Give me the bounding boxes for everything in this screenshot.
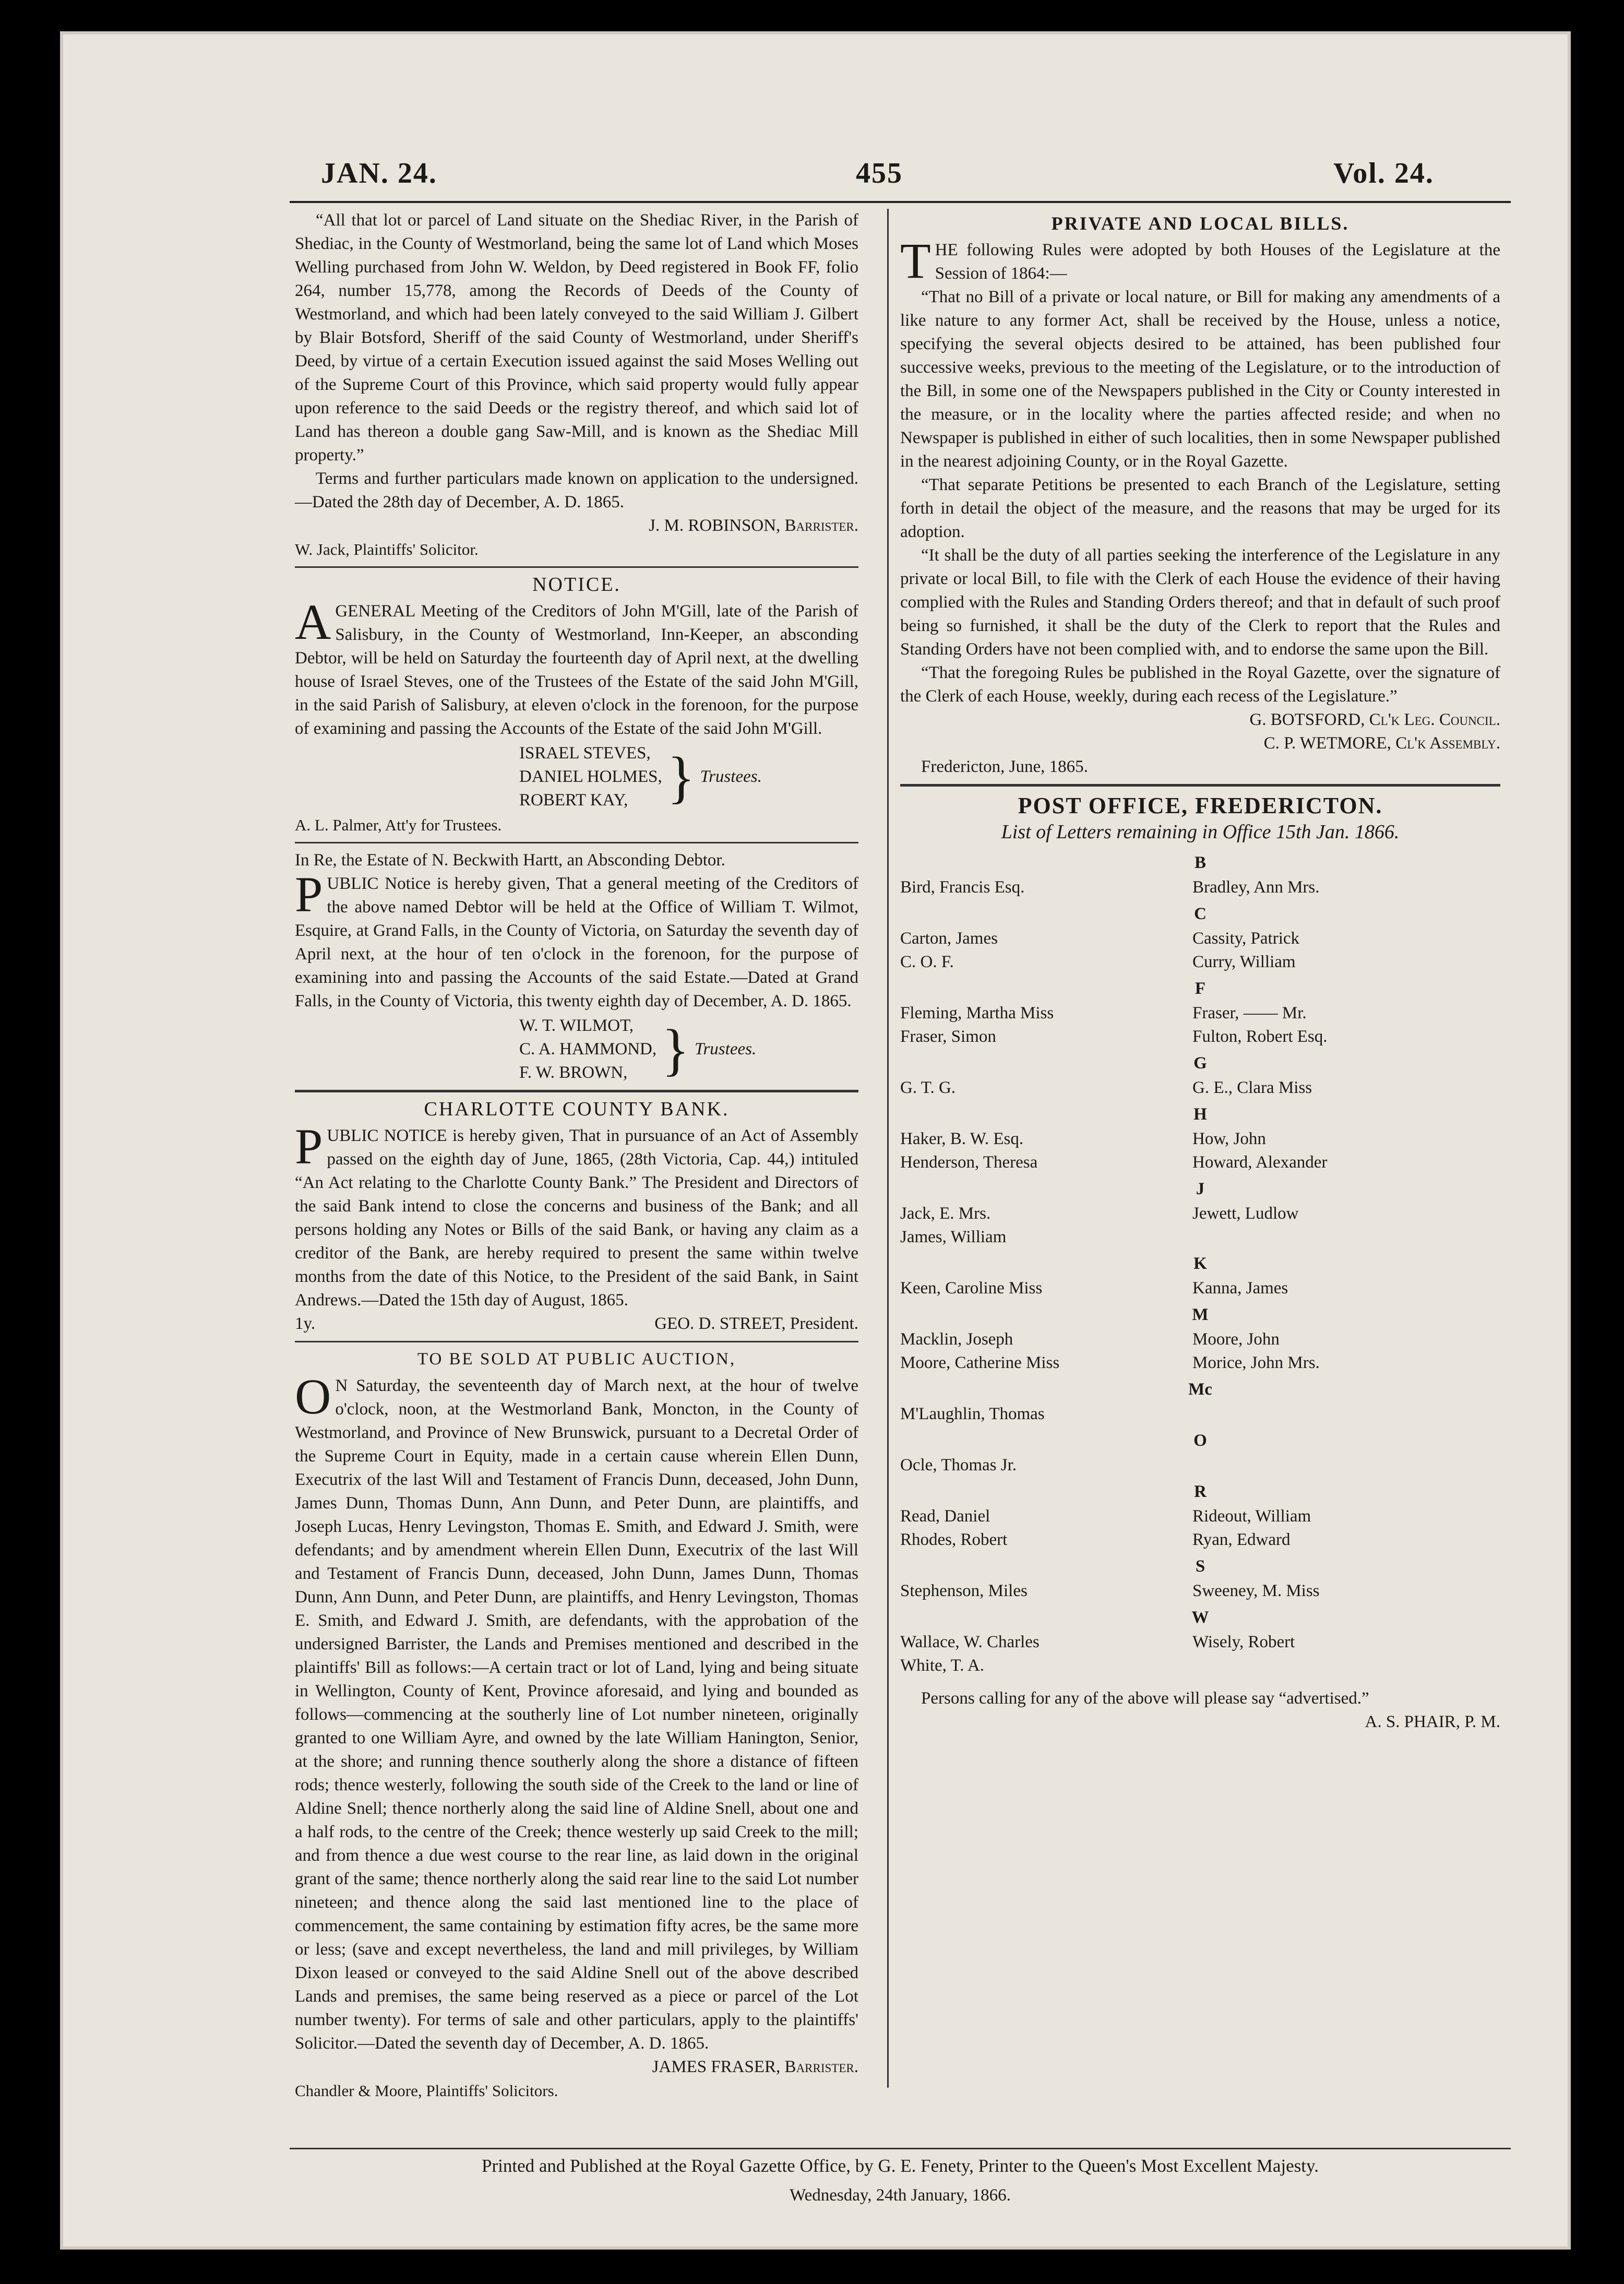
letter-group-heading: O — [1193, 1431, 1207, 1450]
addressee-name: Wisely, Robert — [1192, 1633, 1295, 1651]
divider — [295, 842, 858, 843]
addressee-name — [1192, 1402, 1500, 1426]
footer — [290, 2156, 1511, 2205]
letter-group-heading: G — [1193, 1054, 1207, 1073]
addressee-name — [1192, 1454, 1500, 1477]
divider — [295, 566, 858, 568]
letter-row — [900, 1127, 1500, 1151]
notice-body: GENERAL Meeting of the Creditors of John M'Gill, late of the Parish of Salisbury, in the County of Westmorland, Inn-Keeper, an absconding Debtor, will be held on Saturday the fourteenth day of April next, at the dwelling house of Israel Steves, one of the Trustees of the Estate of the said John M'Gill, in the said Parish of Salisbury, at eleven o'clock in the forenoon, for the purpose of examining and passing the Accounts of the Estate of the said John M'Gill. — [295, 602, 858, 738]
addressee-name: Keen, Caroline Miss — [900, 1279, 1043, 1298]
letter-row — [900, 927, 1500, 950]
land-description: “All that lot or parcel of Land situate on the Shediac River, in the Parish of Shediac, in the County of Westmorland, being the same lot of Land which Moses Welling purchased from John W. Weldon, by Deed registered in Book FF, folio 264, number 15,778, among the Records of Deeds of the County of Westmorland, and which had been lately conveyed to the said William J. Gilbert by Blair Botsford, Sheriff of the said County of Westmorland, under Sheriff's Deed, by virtue of a certain Execution issued against the said Moses Welling out of the Supreme Court of this Province, which said property would fully appear upon reference to the said Deeds or the registry thereof, and which said lot of Land has thereon a double gang Saw-Mill, and is known as the Shediac Mill property.” — [295, 211, 858, 465]
addressee-name: Fulton, Robert Esq. — [1192, 1027, 1328, 1046]
addressee-name: Moore, Catherine Miss — [900, 1353, 1060, 1372]
auction-title: TO BE SOLD AT PUBLIC AUCTION, — [417, 1350, 736, 1369]
divider — [295, 1090, 858, 1092]
hartt-dropcap: P — [295, 866, 323, 922]
hartt-intro: In Re, the Estate of N. Beckwith Hartt, an Absconding Debtor. — [295, 851, 725, 870]
header-volume: Vol. 24. — [1333, 157, 1434, 189]
letter-row — [900, 1505, 1500, 1528]
addressee-name: Moore, John — [1192, 1330, 1280, 1349]
bills-rule-1: “That no Bill of a private or local nature, or Bill for making any amendments of a like nature to any former Act, shall be received by the House, unless a notice, specifying the several objects desired to be attained, has been published four successive weeks, previous to the meeting of the Legislature, or to the introduction of the Bill, in some one of the Newspapers published in the City or County interested in the measure, or in the locality where the parties affected reside; and when no Newspaper is published in either of such localities, then in some Newspaper published in the nearest adjoining County, or in the Royal Gazette. — [900, 288, 1500, 471]
letter-group-heading: R — [1194, 1482, 1207, 1501]
letter-row — [900, 1631, 1500, 1654]
addressee-name: Rideout, William — [1192, 1507, 1311, 1526]
chandler-signature: Chandler & Moore, Plaintiffs' Solicitors. — [295, 2081, 558, 2100]
wetmore-signature: C. P. WETMORE, Cl'k Assembly. — [1263, 734, 1500, 753]
bank-dropcap: P — [295, 1119, 323, 1174]
addressee-name: White, T. A. — [900, 1656, 985, 1675]
addressee-name: Haker, B. W. Esq. — [900, 1129, 1024, 1148]
letter-group-heading: K — [1193, 1254, 1207, 1273]
letter-group-heading: M — [1192, 1305, 1209, 1324]
addressee-name: Read, Daniel — [900, 1507, 990, 1526]
phair-signature: A. S. PHAIR, P. M. — [1365, 1712, 1500, 1731]
robinson-signature: J. M. ROBINSON, Barrister. — [649, 516, 858, 535]
bills-rule-2: “That separate Petitions be presented to each Branch of the Legislature, setting forth in detail the object of the measure, and the reasons that may be urged for its adoption. — [900, 475, 1500, 541]
letter-row — [900, 1351, 1500, 1375]
addressee-name: M'Laughlin, Thomas — [900, 1405, 1045, 1423]
letter-row — [900, 1025, 1500, 1049]
bills-rule-4: “That the foregoing Rules be published in the Royal Gazette, over the signature of the Clerk of each House, weekly, during each recess of the Legislature.” — [900, 663, 1500, 706]
letter-row — [900, 876, 1500, 899]
addressee-name: Wallace, W. Charles — [900, 1633, 1040, 1651]
letter-row — [900, 1579, 1500, 1603]
letters-list — [900, 851, 1500, 1678]
addressee-name: Morice, John Mrs. — [1192, 1353, 1320, 1372]
bills-dropcap: T — [900, 233, 931, 289]
jack-signature: W. Jack, Plaintiffs' Solicitor. — [295, 540, 479, 558]
addressee-name: Fraser, —— Mr. — [1192, 1004, 1307, 1022]
trustee-name: ISRAEL STEVES, — [519, 744, 651, 763]
addressee-name: G. E., Clara Miss — [1192, 1078, 1312, 1097]
letter-row — [900, 1151, 1500, 1174]
addressee-name: Kanna, James — [1192, 1279, 1288, 1298]
addressee-name: How, John — [1192, 1129, 1266, 1148]
letter-row — [900, 1076, 1500, 1100]
addressee-name: Fleming, Martha Miss — [900, 1004, 1054, 1022]
letter-group-heading: W — [1191, 1608, 1209, 1627]
brace: } — [662, 1017, 689, 1081]
palmer-signature: A. L. Palmer, Att'y for Trustees. — [295, 816, 502, 834]
addressee-name: Curry, William — [1192, 953, 1296, 971]
letter-group-heading: S — [1195, 1557, 1205, 1576]
trustee-name: ROBERT KAY, — [519, 791, 628, 810]
divider — [900, 784, 1500, 787]
letter-row — [900, 1328, 1500, 1351]
addressee-name: Sweeney, M. Miss — [1192, 1581, 1320, 1600]
addressee-name: Henderson, Theresa — [900, 1153, 1038, 1172]
addressee-name: Ocle, Thomas Jr. — [900, 1456, 1017, 1474]
addressee-name: Jack, E. Mrs. — [900, 1204, 991, 1223]
letter-row — [900, 1654, 1500, 1678]
notice-trustees — [295, 742, 858, 812]
bills-intro: HE following Rules were adopted by both Houses of the Legislature at the Session of 1864:— — [935, 241, 1500, 283]
letter-group-heading: F — [1195, 979, 1206, 998]
notice-title: NOTICE. — [532, 574, 621, 596]
terms-paragraph: Terms and further particulars made known on application to the undersigned.—Dated the 28th day of December, A. D. 1865. — [295, 469, 858, 511]
bank-title: CHARLOTTE COUNTY BANK. — [424, 1098, 730, 1120]
addressee-name: C. O. F. — [900, 953, 954, 971]
header-date: JAN. 24. — [321, 157, 437, 189]
letter-group-heading: H — [1193, 1105, 1207, 1124]
botsford-signature: G. BOTSFORD, Cl'k Leg. Council. — [1249, 710, 1500, 729]
trustee-name: DANIEL HOLMES, — [519, 767, 662, 786]
fraser-signature: JAMES FRASER, Barrister. — [652, 2057, 858, 2076]
addressee-name: Fraser, Simon — [900, 1027, 996, 1046]
header-page-number: 455 — [856, 157, 903, 189]
footer-rule — [290, 2148, 1511, 2149]
post-office-title: POST OFFICE, FREDERICTON. — [1018, 793, 1383, 818]
addressee-name — [1192, 1654, 1500, 1678]
letter-group-heading: C — [1194, 905, 1207, 923]
divider — [295, 1341, 858, 1342]
addressee-name: Ryan, Edward — [1192, 1530, 1291, 1549]
letter-row — [900, 1402, 1500, 1426]
bank-body: UBLIC NOTICE is hereby given, That in pursuance of an Act of Assembly passed on the eighth day of June, 1865, (28th Victoria, Cap. 44,) intituled “An Act relating to the Charlotte County Bank.” The President and Directors of the said Bank intend to close the concerns and business of the Bank; and all persons holding any Notes or Bills of the said Bank, or having any claim as a creditor of the Bank, are hereby required to present the same within twelve months from the date of this Notice, to the President of the said Bank, in Saint Andrews.—Dated the 15th day of August, 1865. — [295, 1126, 858, 1310]
addressee-name: G. T. G. — [900, 1078, 956, 1097]
auction-dropcap: O — [295, 1369, 331, 1424]
letter-row — [900, 1002, 1500, 1025]
notice-dropcap: A — [295, 594, 331, 650]
column-divider — [887, 209, 889, 2088]
letter-group-heading: B — [1194, 853, 1206, 872]
trustee-name: F. W. BROWN, — [519, 1063, 628, 1082]
letter-row — [900, 1528, 1500, 1552]
auction-body: N Saturday, the seventeenth day of March next, at the hour of twelve o'clock, noon, at the Westmorland Bank, Moncton, in the County of Westmorland, and Province of New Brunswick, pursuant to a Decretal Order of the Supreme Court in Equity, made in a certain cause wherein Ellen Dunn, Executrix of the last Will and Testament of Francis Dunn, deceased, John Dunn, James Dunn, Thomas Dunn, Ann Dunn, and Peter Dunn, are plaintiffs, and Joseph Lucas, Henry Levingston, Thomas E. Smith, and Edward J. Smith, were defendants; and by amendment wherein Ellen Dunn, Executrix of the last Will and Testament of Francis Dunn, deceased, John Dunn, James Dunn, Thomas Dunn, Ann Dunn, and Peter Dunn, are plaintiffs, and Henry Levingston, Thomas E. Smith, and Edward J. Smith, are defendants, with the approbation of the undersigned Barrister, the Lands and Premises mentioned and described in the plaintiffs' Bill as follows:—A certain tract or lot of Land, lying and being situate in Wellington, County of Kent, Province aforesaid, and lying and bounded as follows—commencing at the southerly line of Lot number nineteen, originally granted to one William Ayre, and owned by the late William Hanington, Senior, at the shore; and running thence southerly along the shore a distance of fifteen rods; thence westerly, following the south side of the Creek to the land or line of Aldine Snell; thence northerly along the said line of Aldine Snell, about one and a half rods, to the centre of the Creek; thence westerly up said Creek to the mill; and from thence a due west course to the rear line, as laid down in the original grant of the same; thence northerly along the said rear line to the said Lot number nineteen; and thence along the said last mentioned line to the place of commencement, the same containing by estimation fifty acres, be the same more or less; (save and except nevertheless, the land and mill privileges, by William Dixon leased or conveyed to the said Aldine Snell out of the above described Lands and premises, the same being reserved as a piece or parcel of the Lot number twenty). For terms of sale and other particulars, apply to the plaintiffs' Solicitor.—Dated the seventh day of December, A. D. 1865. — [295, 1376, 858, 2053]
addressee-name: Cassity, Patrick — [1192, 929, 1300, 948]
addressee-name: Stephenson, Miles — [900, 1581, 1028, 1600]
addressee-name: Bird, Francis Esq. — [900, 878, 1025, 897]
newspaper-page — [60, 31, 1571, 2250]
addressee-name: Carton, James — [900, 929, 998, 948]
hartt-trustees — [295, 1014, 858, 1085]
right-column — [900, 209, 1500, 1734]
addressee-name: James, William — [900, 1228, 1007, 1246]
bills-rule-3: “It shall be the duty of all parties seeking the interference of the Legislature in any private or local Bill, to file with the Clerk of each House the evidence of their having complied with the Rules and Standing Orders thereof; and that in default of such proof being so furnished, it shall be the duty of the Clerk to report that the Rules and Standing Orders have not been complied with, and to endorse the same upon the Bill. — [900, 546, 1500, 659]
bills-title: PRIVATE AND LOCAL BILLS. — [1051, 213, 1350, 234]
bills-date: Fredericton, June, 1865. — [921, 757, 1088, 776]
post-office-note: Persons calling for any of the above will please say “advertised.” — [921, 1689, 1369, 1708]
trustee-name: C. A. HAMMOND, — [519, 1040, 657, 1058]
page-content — [60, 31, 1571, 2250]
addressee-name: Howard, Alexander — [1192, 1153, 1328, 1172]
header-rule — [290, 201, 1511, 203]
letter-group-heading: J — [1196, 1180, 1205, 1198]
addressee-name — [1192, 1226, 1500, 1249]
letter-row — [900, 1226, 1500, 1249]
footer-date: Wednesday, 24th January, 1866. — [790, 2186, 1011, 2205]
post-office-subtitle: List of Letters remaining in Office 15th Jan. 1866. — [1001, 821, 1400, 843]
trustee-name: W. T. WILMOT, — [519, 1016, 634, 1035]
letter-row — [900, 950, 1500, 974]
addressee-name: Bradley, Ann Mrs. — [1192, 878, 1320, 897]
left-column — [295, 209, 858, 2102]
addressee-name: Jewett, Ludlow — [1192, 1204, 1299, 1223]
trustees-label: Trustees. — [694, 1040, 757, 1058]
brace: } — [667, 745, 695, 809]
letter-row — [900, 1454, 1500, 1477]
trustees-label: Trustees. — [700, 767, 762, 786]
letter-row — [900, 1277, 1500, 1300]
footer-imprint: Printed and Published at the Royal Gazette Office, by G. E. Fenety, Printer to the Queen's Most Excellent Majesty. — [482, 2156, 1319, 2176]
bank-frequency: 1y. — [295, 1314, 316, 1333]
addressee-name: Macklin, Joseph — [900, 1330, 1013, 1349]
addressee-name: Rhodes, Robert — [900, 1530, 1008, 1549]
hartt-body: UBLIC Notice is hereby given, That a general meeting of the Creditors of the above named Debtor will be held at the Office of William T. Wilmot, Esquire, at Grand Falls, in the County of Victoria, on Saturday the seventh day of April next, at the hour of ten o'clock in the forenoon, for the purpose of examining into and passing the Accounts of the said Estate.—Dated at Grand Falls, in the County of Victoria, this twenty eighth day of December, A. D. 1865. — [295, 874, 858, 1010]
letter-row — [900, 1202, 1500, 1226]
bank-signature: GEO. D. STREET, President. — [654, 1314, 858, 1333]
letter-group-heading: Mc — [1188, 1380, 1212, 1399]
